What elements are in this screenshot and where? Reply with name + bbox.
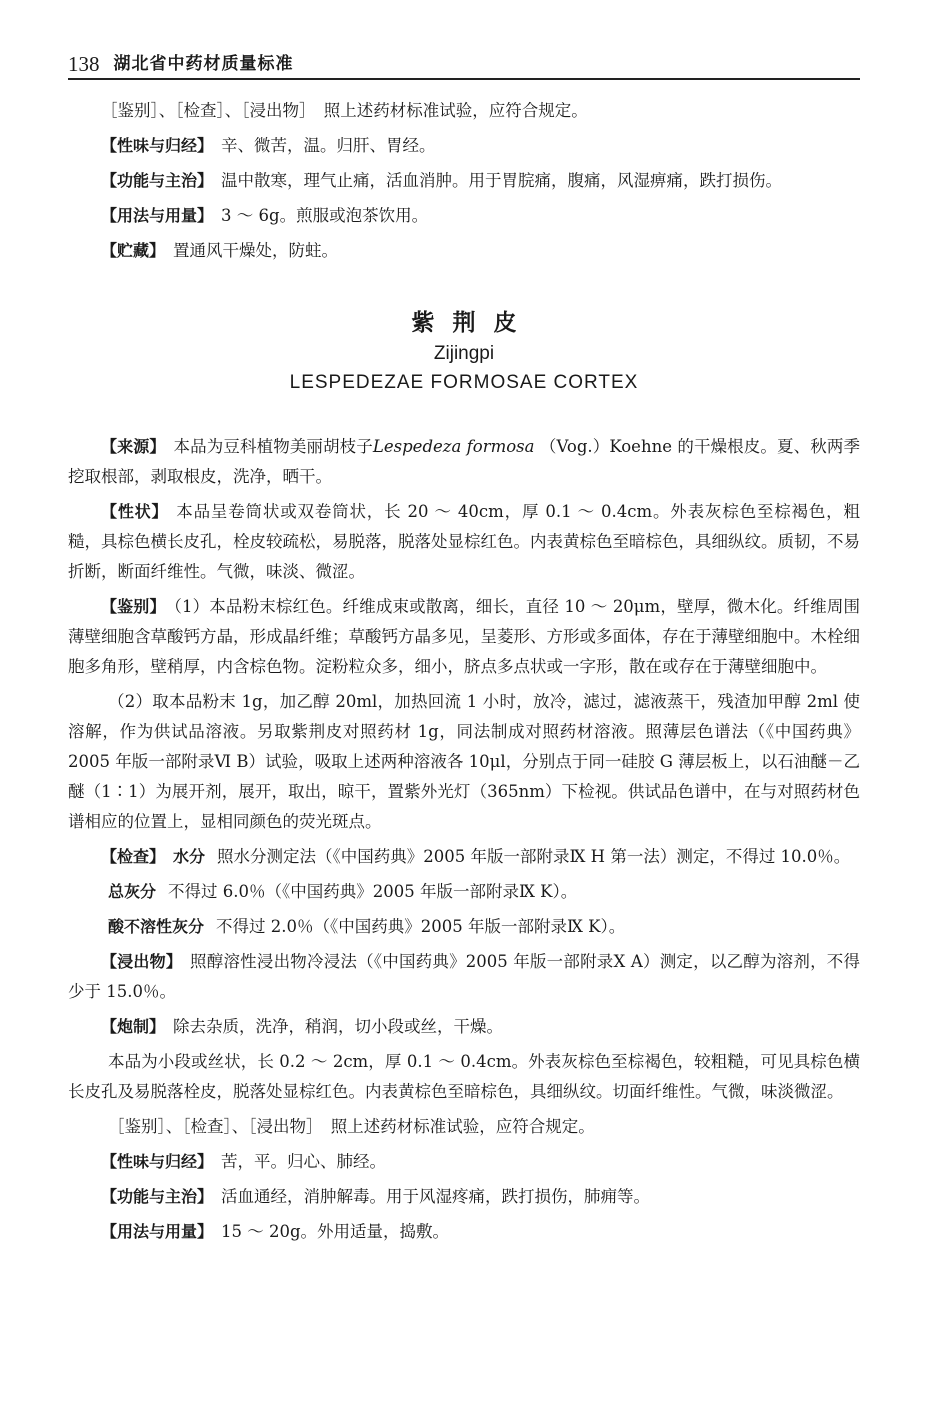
jianbie-text-2: （2）取本品粉末 1g，加乙醇 20ml，加热回流 1 小时，放冷，滤过，滤液蒸干，残渣加甲醇 2ml 使溶解，作为供试品溶液。另取紫荆皮对照药材 1g，同法制成对照药材溶液。照薄层色谱法（《中国药典》2005 年版一部附录Ⅵ B）试验，吸取上述两种溶液各 10μl，分别点于同一硅胶 G 薄层板上，以石油醚－乙醚（1∶1）为展开剂，展开，取出，晾干，置紫外光灯（365nm）下检视。供试品色谱中，在与对照药材色谱相应的位置上，显相同颜色的荧光斑点。 <box>68 692 860 831</box>
jiancha-label: 【检查】 <box>101 847 166 866</box>
prev-xingwei <box>68 131 860 161</box>
laiyuan-label: 【来源】 <box>101 437 166 456</box>
prev-check-text: ［鉴别］、［检查］、［浸出物］ 照上述药材标准试验，应符合规定。 <box>101 101 588 120</box>
section-check-line <box>68 1112 860 1142</box>
suanbu-label: 酸不溶性灰分 <box>108 917 205 936</box>
section-jianbie-2 <box>68 687 860 837</box>
prev-gongneng-text: 温中散寒，理气止痛，活血消肿。用于胃脘痛，腹痛，风湿痹痛，跌打损伤。 <box>221 171 783 190</box>
running-header <box>68 44 860 80</box>
monograph-title-latin: LESPEDEZAE FORMOSAE CORTEX <box>289 372 639 393</box>
suanbu-text: 不得过 2.0％（《中国药典》2005 年版一部附录Ⅸ K）。 <box>216 917 626 936</box>
prev-xingwei-label: 【性味与归经】 <box>101 136 214 155</box>
prev-zhucang-text: 置通风干燥处，防蛀。 <box>173 241 339 260</box>
section-xingzhuang <box>68 497 860 587</box>
section-jiancha <box>68 842 860 872</box>
zonghuifen-text: 不得过 6.0％（《中国药典》2005 年版一部附录Ⅸ K）。 <box>168 882 578 901</box>
xingwei-label: 【性味与归经】 <box>101 1152 214 1171</box>
book-title: 湖北省中药材质量标准 <box>113 54 294 74</box>
xingwei-text: 苦，平。归心、肺经。 <box>221 1152 387 1171</box>
monograph-title-block <box>68 306 860 398</box>
xingzhuang-label: 【性状】 <box>101 502 169 521</box>
gongneng-label: 【功能与主治】 <box>101 1187 214 1206</box>
section-zonghuifen <box>68 877 860 907</box>
check-line-text: ［鉴别］、［检查］、［浸出物］ 照上述药材标准试验，应符合规定。 <box>108 1117 595 1136</box>
jinchuwu-label: 【浸出物】 <box>101 952 183 971</box>
page-body <box>68 96 860 1252</box>
zonghuifen-label: 总灰分 <box>108 882 157 901</box>
section-jianbie-1 <box>68 592 860 682</box>
laiyuan-latin-name: Lespedeza formosa <box>372 437 535 456</box>
prev-check-line <box>68 96 860 126</box>
paozhi-text: 除去杂质，洗净，稍润，切小段或丝，干燥。 <box>173 1017 504 1036</box>
laiyuan-text-1: 本品为豆科植物美丽胡枝子 <box>173 437 373 456</box>
laiyuan-text-2: （Vog.）Koehne 的干燥根皮。夏、秋两季挖取根部，剥取根皮，洗净，晒干。 <box>68 437 861 486</box>
section-laiyuan <box>68 432 860 492</box>
shuifen-label: 水分 <box>173 847 206 866</box>
paozhi-desc-text: 本品为小段或丝状，长 0.2 ～ 2cm，厚 0.1 ～ 0.4cm。外表灰棕色至棕褐色，较粗糙，可见具棕色横长皮孔及易脱落栓皮，脱落处显棕红色。内表黄棕色至暗棕色，具细纵纹。切面纤维性。气微，味淡微涩。 <box>68 1052 860 1101</box>
paozhi-label: 【炮制】 <box>101 1017 166 1036</box>
yongfa-label: 【用法与用量】 <box>101 1222 214 1241</box>
jinchuwu-text: 照醇溶性浸出物冷浸法（《中国药典》2005 年版一部附录Ⅹ A）测定，以乙醇为溶剂，不得少于 15.0％。 <box>68 952 860 1001</box>
section-yongfa <box>68 1217 860 1247</box>
monograph-title-pinyin: Zijingpi <box>433 343 495 364</box>
jianbie-label: 【鉴别】 <box>101 597 166 616</box>
prev-gongneng-label: 【功能与主治】 <box>101 171 214 190</box>
monograph-title-chinese: 紫荆皮 <box>411 310 535 336</box>
prev-xingwei-text: 辛、微苦，温。归肝、胃经。 <box>221 136 436 155</box>
page-number: 138 <box>68 52 100 76</box>
section-jinchuwu <box>68 947 860 1007</box>
section-paozhi-desc <box>68 1047 860 1107</box>
section-xingwei <box>68 1147 860 1177</box>
section-suanbu <box>68 912 860 942</box>
prev-yongfa <box>68 201 860 231</box>
shuifen-text: 照水分测定法（《中国药典》2005 年版一部附录Ⅸ H 第一法）测定，不得过 10.0％。 <box>217 847 851 866</box>
yongfa-text: 15 ～ 20g。外用适量，捣敷。 <box>221 1222 450 1241</box>
xingzhuang-text: 本品呈卷筒状或双卷筒状，长 20 ～ 40cm，厚 0.1 ～ 0.4cm。外表灰棕色至棕褐色，粗糙，具棕色横长皮孔，栓皮较疏松，易脱落，脱落处显棕红色。内表黄棕色至暗棕色，具细纵纹。质韧，不易折断，断面纤维性。气微，味淡、微涩。 <box>68 502 860 581</box>
jianbie-text-1: （1）本品粉末棕红色。纤维成束或散离，细长，直径 10 ～ 20μm，壁厚，微木化。纤维周围薄壁细胞含草酸钙方晶，形成晶纤维；草酸钙方晶多见，呈菱形、方形或多面体，存在于薄壁细胞中。木栓细胞多角形，壁稍厚，内含棕色物。淀粉粒众多，细小，脐点多点状或一字形，散在或存在于薄壁细胞中。 <box>68 597 860 676</box>
prev-yongfa-label: 【用法与用量】 <box>101 206 214 225</box>
prev-zhucang <box>68 236 860 266</box>
section-gongneng <box>68 1182 860 1212</box>
section-paozhi <box>68 1012 860 1042</box>
prev-zhucang-label: 【贮藏】 <box>101 241 166 260</box>
prev-yongfa-text: 3 ～ 6g。煎服或泡茶饮用。 <box>221 206 429 225</box>
prev-gongneng <box>68 166 860 196</box>
gongneng-text: 活血通经，消肿解毒。用于风湿疼痛，跌打损伤，肺痈等。 <box>221 1187 651 1206</box>
